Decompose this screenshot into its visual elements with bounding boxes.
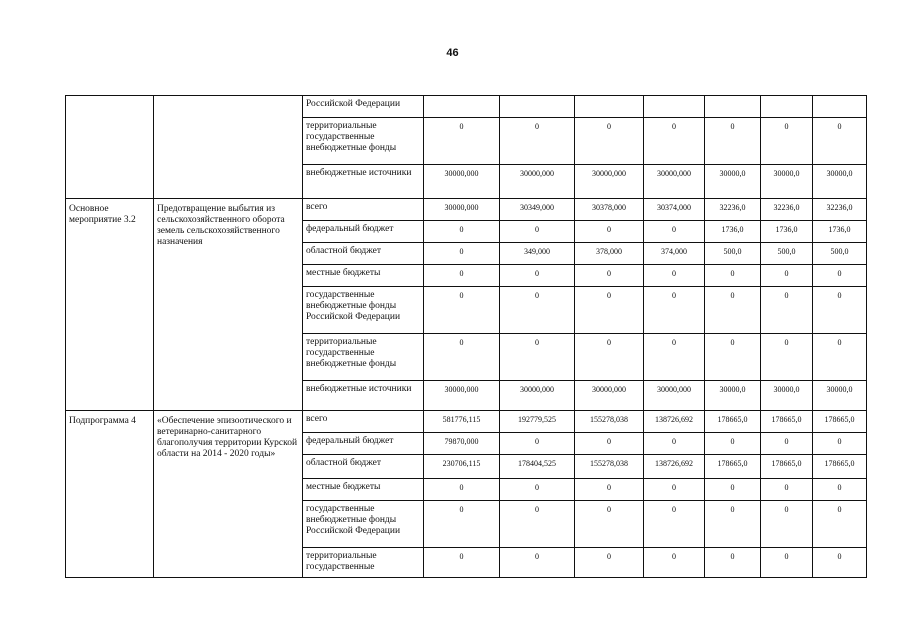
amount-cell: 30378,000 (575, 199, 644, 221)
amount-cell: 500,0 (813, 243, 867, 265)
amount-cell: 0 (500, 479, 575, 501)
amount-cell: 0 (575, 118, 644, 165)
amount-cell: 178404,525 (500, 455, 575, 479)
funding-source-cell: Российской Федерации (303, 96, 424, 118)
amount-cell: 0 (761, 265, 813, 287)
amount-cell (644, 96, 705, 118)
table-row (66, 96, 867, 118)
funding-source-cell: государственные внебюджетные фонды Российской Федерации (303, 501, 424, 548)
amount-cell: 0 (644, 265, 705, 287)
amount-cell: 178665,0 (761, 411, 813, 433)
amount-cell (500, 96, 575, 118)
amount-cell: 30000,000 (644, 165, 705, 199)
amount-cell: 30000,0 (705, 165, 761, 199)
amount-cell: 30000,000 (424, 199, 500, 221)
funding-source-cell: федеральный бюджет (303, 433, 424, 455)
page-number: 46 (446, 47, 459, 59)
amount-cell: 32236,0 (813, 199, 867, 221)
funding-source-cell: местные бюджеты (303, 265, 424, 287)
amount-cell: 0 (813, 501, 867, 548)
amount-cell (575, 96, 644, 118)
amount-cell: 0 (644, 501, 705, 548)
activity-name-cell: Основное мероприятие 3.2 (66, 199, 154, 411)
amount-cell: 0 (644, 334, 705, 381)
funding-source-cell: территориальные государственные внебюджетные фонды (303, 118, 424, 165)
funding-source-cell: государственные внебюджетные фонды Российской Федерации (303, 287, 424, 334)
funding-source-cell: территориальные государственные внебюджетные фонды (303, 334, 424, 381)
funding-table (65, 95, 867, 578)
amount-cell: 30000,000 (575, 165, 644, 199)
amount-cell: 581776,115 (424, 411, 500, 433)
amount-cell: 0 (705, 479, 761, 501)
amount-cell: 138726,692 (644, 455, 705, 479)
amount-cell: 378,000 (575, 243, 644, 265)
amount-cell: 0 (644, 479, 705, 501)
amount-cell: 30000,000 (500, 165, 575, 199)
amount-cell: 1736,0 (761, 221, 813, 243)
amount-cell: 138726,692 (644, 411, 705, 433)
amount-cell: 0 (424, 287, 500, 334)
amount-cell: 30349,000 (500, 199, 575, 221)
funding-source-cell: местные бюджеты (303, 479, 424, 501)
funding-source-cell: внебюджетные источники (303, 165, 424, 199)
amount-cell: 0 (813, 265, 867, 287)
amount-cell: 178665,0 (705, 411, 761, 433)
amount-cell: 0 (424, 334, 500, 381)
amount-cell (424, 96, 500, 118)
amount-cell: 192779,525 (500, 411, 575, 433)
amount-cell (761, 96, 813, 118)
funding-source-cell: областной бюджет (303, 455, 424, 479)
table-row (66, 199, 867, 221)
amount-cell: 0 (813, 479, 867, 501)
amount-cell: 374,000 (644, 243, 705, 265)
amount-cell: 0 (761, 501, 813, 548)
amount-cell: 0 (424, 479, 500, 501)
amount-cell: 0 (500, 433, 575, 455)
amount-cell: 0 (575, 433, 644, 455)
amount-cell: 0 (575, 265, 644, 287)
amount-cell: 155278,038 (575, 455, 644, 479)
amount-cell: 0 (575, 334, 644, 381)
amount-cell: 30000,000 (575, 381, 644, 411)
amount-cell: 30000,000 (424, 381, 500, 411)
amount-cell: 0 (813, 334, 867, 381)
table-row (66, 411, 867, 433)
amount-cell: 178665,0 (813, 411, 867, 433)
amount-cell: 0 (424, 265, 500, 287)
amount-cell: 32236,0 (705, 199, 761, 221)
amount-cell: 0 (761, 548, 813, 578)
amount-cell: 0 (500, 501, 575, 548)
amount-cell: 0 (761, 118, 813, 165)
amount-cell: 0 (761, 433, 813, 455)
amount-cell: 0 (644, 433, 705, 455)
amount-cell: 0 (500, 118, 575, 165)
amount-cell: 178665,0 (813, 455, 867, 479)
amount-cell: 178665,0 (761, 455, 813, 479)
funding-source-cell: внебюджетные источники (303, 381, 424, 411)
activity-description-cell (154, 96, 303, 199)
amount-cell: 0 (644, 548, 705, 578)
activity-description-cell: Предотвращение выбытия из сельскохозяйственного оборота земель сельскохозяйственного назначения (154, 199, 303, 411)
amount-cell: 0 (424, 548, 500, 578)
amount-cell (813, 96, 867, 118)
amount-cell: 155278,038 (575, 411, 644, 433)
amount-cell: 0 (424, 118, 500, 165)
amount-cell: 79870,000 (424, 433, 500, 455)
amount-cell: 0 (813, 118, 867, 165)
amount-cell: 30000,0 (813, 165, 867, 199)
amount-cell: 0 (705, 334, 761, 381)
activity-description-cell: «Обеспечение эпизоотического и ветеринарно-санитарного благополучия территории Курской области на 2014 - 2020 годы» (154, 411, 303, 578)
activity-name-cell (66, 96, 154, 199)
amount-cell: 0 (500, 221, 575, 243)
amount-cell: 0 (424, 501, 500, 548)
amount-cell: 0 (644, 221, 705, 243)
amount-cell: 178665,0 (705, 455, 761, 479)
amount-cell (705, 96, 761, 118)
funding-source-cell: всего (303, 411, 424, 433)
amount-cell: 0 (761, 334, 813, 381)
amount-cell: 0 (644, 118, 705, 165)
funding-source-cell: федеральный бюджет (303, 221, 424, 243)
amount-cell: 0 (575, 479, 644, 501)
amount-cell: 0 (813, 548, 867, 578)
amount-cell: 0 (500, 287, 575, 334)
amount-cell: 30000,000 (500, 381, 575, 411)
amount-cell: 0 (500, 548, 575, 578)
amount-cell: 1736,0 (813, 221, 867, 243)
amount-cell: 32236,0 (761, 199, 813, 221)
amount-cell: 30000,000 (424, 165, 500, 199)
amount-cell: 0 (761, 479, 813, 501)
amount-cell: 0 (500, 265, 575, 287)
amount-cell: 0 (644, 287, 705, 334)
amount-cell: 0 (705, 265, 761, 287)
amount-cell: 500,0 (705, 243, 761, 265)
amount-cell: 0 (705, 118, 761, 165)
amount-cell: 0 (575, 501, 644, 548)
amount-cell: 0 (575, 287, 644, 334)
amount-cell: 30000,0 (761, 165, 813, 199)
amount-cell: 349,000 (500, 243, 575, 265)
amount-cell: 30000,0 (705, 381, 761, 411)
amount-cell: 0 (575, 548, 644, 578)
amount-cell: 0 (500, 334, 575, 381)
amount-cell: 30374,000 (644, 199, 705, 221)
funding-source-cell: всего (303, 199, 424, 221)
amount-cell: 0 (575, 221, 644, 243)
amount-cell: 30000,0 (813, 381, 867, 411)
funding-source-cell: территориальные государственные (303, 548, 424, 578)
amount-cell: 1736,0 (705, 221, 761, 243)
funding-source-cell: областной бюджет (303, 243, 424, 265)
amount-cell: 0 (705, 287, 761, 334)
amount-cell: 0 (813, 433, 867, 455)
amount-cell: 0 (705, 548, 761, 578)
amount-cell: 0 (424, 221, 500, 243)
amount-cell: 230706,115 (424, 455, 500, 479)
amount-cell: 0 (424, 243, 500, 265)
amount-cell: 30000,0 (761, 381, 813, 411)
amount-cell: 0 (705, 433, 761, 455)
activity-name-cell: Подпрограмма 4 (66, 411, 154, 578)
amount-cell: 30000,000 (644, 381, 705, 411)
amount-cell: 500,0 (761, 243, 813, 265)
amount-cell: 0 (813, 287, 867, 334)
amount-cell: 0 (761, 287, 813, 334)
amount-cell: 0 (705, 501, 761, 548)
